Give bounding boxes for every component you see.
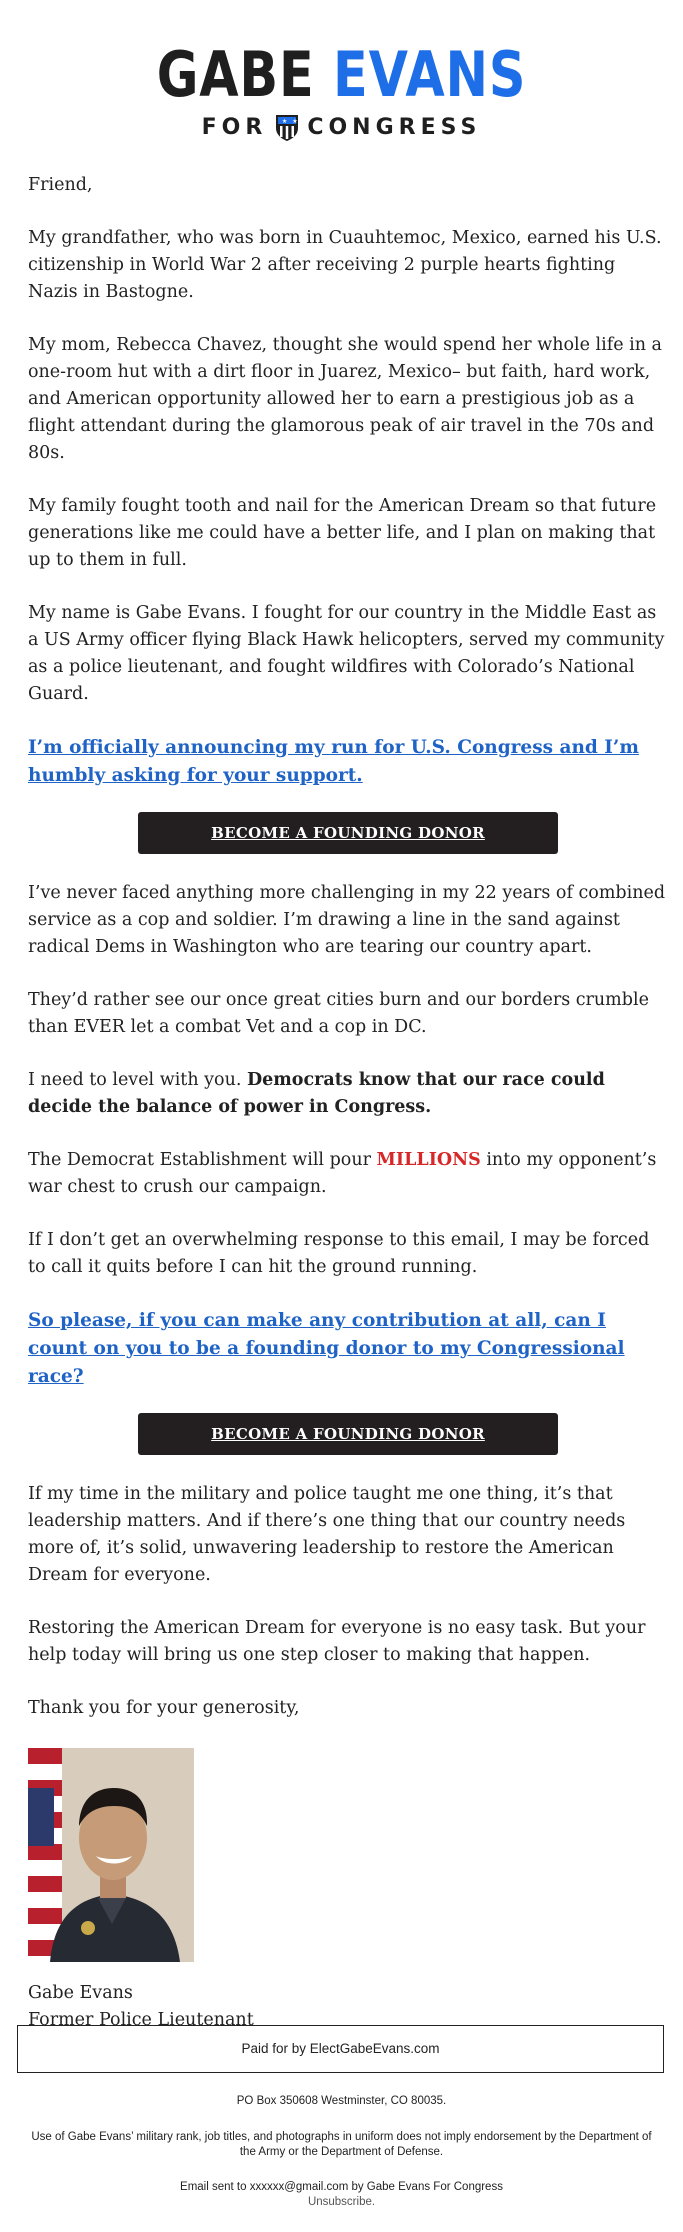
contribution-link[interactable]: So please, if you can make any contribution at all, can I count on you to be a founding donor to my Congressional race? — [28, 1310, 625, 1387]
millions-before-text: The Democrat Establishment will pour — [28, 1150, 377, 1170]
logo-wordmark — [61, 38, 621, 111]
founding-donor-button-2[interactable]: BECOME A FOUNDING DONOR — [138, 1413, 558, 1455]
paragraph-millions — [28, 1147, 668, 1201]
paragraph-leadership: If my time in the military and police taught me one thing, it’s that leadership matters. And if there’s one thing that our country needs more of, it’s solid, unwavering leadership to restore the American Dream for everyone. — [28, 1484, 626, 1585]
logo-tagline-congress: CONGRESS — [307, 115, 482, 140]
logo-tagline-for: FOR — [201, 115, 268, 140]
unsubscribe-link[interactable]: Unsubscribe. — [307, 2196, 376, 2208]
signature-title: Former Police Lieutenant — [28, 2010, 254, 2030]
cta-wrapper-1 — [28, 812, 668, 854]
announcement-link[interactable]: I’m officially announcing my run for U.S. Congress and I’m humbly asking for your support. — [28, 737, 639, 786]
footer-address: PO Box 350608 Westminster, CO 80035. — [236, 2095, 447, 2107]
campaign-logo — [0, 38, 683, 142]
logo-first-name: GABE — [156, 38, 315, 111]
paragraph-restoring: Restoring the American Dream for everyone is no easy task. But your help today will bring us one step closer to making that happen. — [28, 1618, 646, 1665]
paragraph-grandfather: My grandfather, who was born in Cuauhtemoc, Mexico, earned his U.S. citizenship in World War 2 after receiving 2 purple hearts fighting Nazis in Bastogne. — [28, 228, 662, 302]
millions-after-text: into my opponent’s war chest to crush our campaign. — [28, 1150, 657, 1197]
paragraph-intro: My name is Gabe Evans. I fought for our country in the Middle East as a US Army officer flying Black Hawk helicopters, served my community as a police lieutenant, and fought wildfires with Colorado’s National Guard. — [28, 603, 665, 704]
shield-icon — [271, 114, 303, 142]
announcement-link-paragraph — [28, 734, 668, 790]
paragraph-cities: They’d rather see our once great cities burn and our borders crumble than EVER let a combat Vet and a cop in DC. — [28, 990, 649, 1037]
cta-wrapper-2 — [28, 1413, 668, 1455]
paragraph-mom: My mom, Rebecca Chavez, thought she would spend her whole life in a one-room hut with a dirt floor in Juarez, Mexico– but faith, hard work, and American opportunity allowed her to earn a prestigious job as a flight attendant during the glamorous peak of air travel in the 70s and 80s. — [28, 335, 662, 463]
closing-line: Thank you for your generosity, — [28, 1698, 300, 1718]
paragraph-response: If I don’t get an overwhelming response to this email, I may be forced to call it quits before I can hit the ground running. — [28, 1230, 650, 1277]
footer-disclaimer: Use of Gabe Evans’ military rank, job titles, and photographs in uniform does not imply endorsement by the Department of the Army or the Department of Defense. — [31, 2131, 652, 2158]
level-bold-text: Democrats know that our race could decide the balance of power in Congress. — [28, 1070, 605, 1117]
email-body — [28, 172, 668, 2034]
footer-email-sent: Email sent to xxxxxx@gmail.com by Gabe Evans For Congress — [180, 2181, 503, 2193]
paragraph-challenge: I’ve never faced anything more challenging in my 22 years of combined service as a cop and soldier. I’m drawing a line in the sand against radical Dems in Washington who are tearing our country apart. — [28, 883, 666, 957]
svg-text:★★★: ★★★ — [271, 118, 303, 125]
paragraph-family: My family fought tooth and nail for the American Dream so that future generations like me could have a better life, and I plan on making that up to them in full. — [28, 496, 657, 570]
paid-for-text: Paid for by ElectGabeEvans.com — [241, 2041, 440, 2056]
founding-donor-button[interactable]: BECOME A FOUNDING DONOR — [138, 812, 558, 854]
greeting: Friend, — [28, 175, 93, 195]
millions-highlight: MILLIONS — [376, 1150, 481, 1170]
level-plain-text: I need to level with you. — [28, 1070, 247, 1090]
paid-for-box — [17, 2025, 664, 2073]
candidate-photo — [28, 1748, 194, 1962]
logo-tagline — [0, 114, 683, 142]
signature-name: Gabe Evans — [28, 1983, 133, 2003]
paragraph-level — [28, 1067, 668, 1121]
contribution-link-paragraph — [28, 1307, 668, 1391]
logo-last-name: EVANS — [333, 38, 527, 111]
